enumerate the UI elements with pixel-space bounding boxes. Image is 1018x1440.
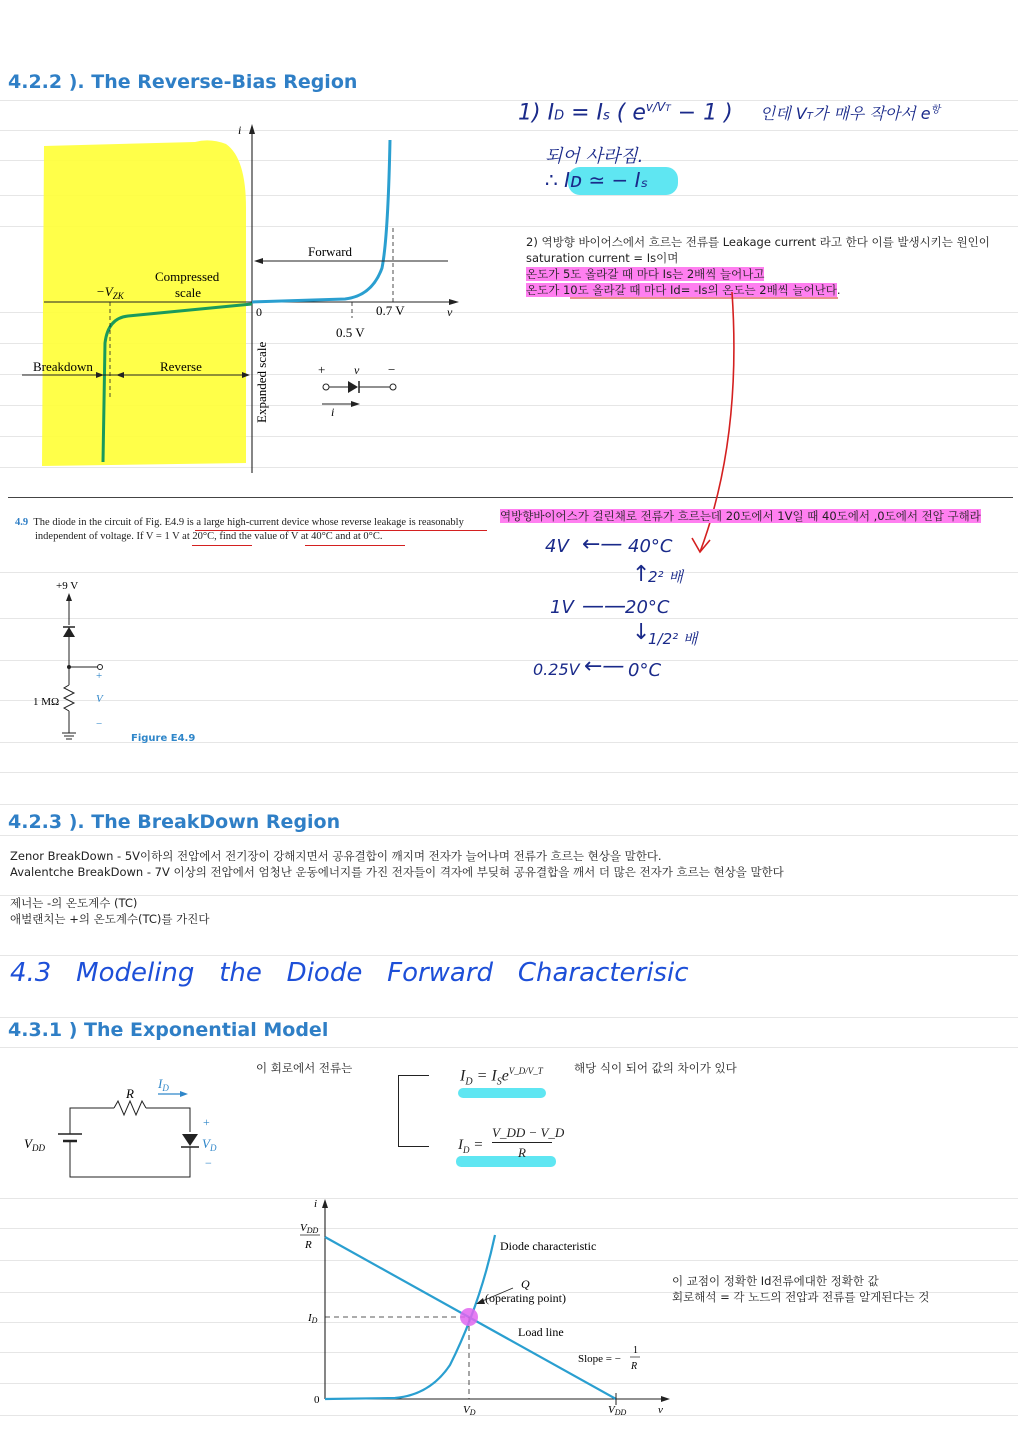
circuit-id: $I_D$ — [158, 1076, 169, 1093]
circuit-vdd: $V_{DD}$ — [24, 1136, 45, 1153]
exp-intro: 이 회로에서 전류는 — [256, 1061, 353, 1075]
hw-0c: 0°C — [628, 660, 662, 681]
problem-underline-1 — [195, 530, 487, 531]
v07-label: 0.7 V — [376, 303, 405, 318]
operating-point — [460, 1308, 478, 1326]
ll-vdd-den: R — [305, 1239, 312, 1251]
heading-reverse-bias: 4.2.2 ). The Reverse-Bias Region — [8, 71, 358, 93]
resistor-label: 1 MΩ — [33, 696, 60, 708]
diode-v: v — [354, 363, 360, 377]
hw-40c: 40°C — [628, 536, 673, 557]
exp-model-circuit — [18, 1070, 238, 1185]
v05-label: 0.5 V — [336, 325, 365, 340]
ll-q: Q — [521, 1277, 530, 1291]
forward-curve — [252, 140, 390, 302]
diode-minus: − — [388, 362, 396, 377]
forward-label: Forward — [308, 244, 353, 259]
scale-label: scale — [175, 285, 201, 300]
ll-vd: VD — [463, 1404, 476, 1417]
ll-vdd-num: VDD — [300, 1222, 319, 1235]
hw-mult-up: 2² 배 — [648, 568, 683, 586]
heading-modeling: 4.3 Modeling the Diode Forward Characterisic — [10, 958, 689, 988]
ll-axis-i: i — [314, 1198, 318, 1210]
axis-i-label: i — [238, 123, 242, 137]
zero-label: 0 — [256, 305, 262, 319]
hw-up-arrow: ↑ — [632, 562, 651, 587]
ll-diode-char: Diode characteristic — [500, 1239, 597, 1253]
equation-1: $I_D = I_Se^{V\_D/V\_T}$ — [460, 1066, 543, 1088]
question-note: 역방향바이어스가 걸린채로 전류가 흐르는데 20도에서 1V일 때 40도에서 ,0도에서 전압 구해라 — [500, 509, 981, 523]
handwritten-id-equation: 1) ID = Is ( $e^{v/VT} - 1$ ) 인데 VT가 매우 작아서 $e^항$ — [518, 100, 941, 126]
hw-arrow-3: ←— — [584, 654, 625, 679]
v-label: V — [96, 693, 103, 705]
axis-v-label: v — [447, 305, 453, 319]
heading-breakdown: 4.2.3 ). The BreakDown Region — [8, 811, 341, 833]
supply-label: +9 V — [56, 580, 79, 592]
hw-4v: 4V — [545, 536, 569, 557]
hw-20c: 20°C — [625, 597, 670, 618]
diode-i: i — [331, 405, 335, 419]
circuit-vd: $V_D$ — [202, 1136, 217, 1153]
circuit-minus: − — [205, 1156, 212, 1170]
problem-text: 4.9 The diode in the circuit of Fig. E4.9 is a large high-current device whose reverse leakage is reasonably independent of voltage. If V = 1 V at 20°C, find the value of V at 40°C and at 0°C. — [15, 517, 464, 542]
expanded-scale-label: Expanded scale — [254, 341, 269, 423]
leakage-line1: 2) 역방향 바이어스에서 흐르는 전류를 Leakage current 라고 한다 이를 발생시키는 원인이 — [526, 235, 990, 249]
ll-zero: 0 — [314, 1394, 320, 1406]
tc-avalanche: 애벌랜치는 +의 온도계수(TC)를 가진다 — [10, 912, 210, 926]
vzk-label: $-V_{ZK}$ — [96, 284, 124, 301]
handwritten-line2: 되어 사라짐. — [545, 146, 644, 167]
v-plus: + — [96, 670, 103, 682]
ll-axis-v: v — [658, 1404, 663, 1416]
leakage-line3: 온도가 5도 올라갈 때 마다 Is는 2배씩 늘어나고 — [526, 267, 765, 281]
figure-caption: Figure E4.9 — [131, 733, 196, 744]
section-divider — [8, 497, 1013, 498]
ll-vdd: VDD — [608, 1404, 627, 1417]
leakage-line2: saturation current = Is이며 — [526, 251, 679, 265]
circuit-r: R — [126, 1086, 134, 1101]
ll-load: Load line — [518, 1325, 564, 1339]
eq1-highlight — [458, 1088, 546, 1098]
zener-text: Zenor BreakDown - 5V이하의 전압에서 전기장이 강해지면서 공유결합이 깨지며 전자가 늘어나며 전류가 흐르는 현상을 말한다. — [10, 849, 662, 863]
diode-plus: + — [318, 362, 326, 377]
v-minus: − — [96, 718, 103, 730]
reverse-bias-figure — [0, 118, 480, 478]
tc-zener: 제너는 -의 온도계수 (TC) — [10, 896, 138, 910]
e49-circuit — [20, 575, 200, 755]
ll-slope: Slope = − — [578, 1353, 621, 1365]
yellow-highlight — [42, 140, 246, 466]
circuit-plus: + — [203, 1115, 210, 1129]
leakage-line4: 온도가 10도 올라갈 때 마다 Id= -Is의 온도는 2배씩 늘어난다. — [526, 283, 841, 297]
avalanche-text: Avalentche BreakDown - 7V 이상의 전압에서 엄청난 운동에너지를 가진 전자들이 격자에 부딪혀 공유결합을 깨서 더 많은 전자가 흐르는 현상을 말한다 — [10, 865, 784, 879]
hw-mult-down: 1/2² 배 — [648, 630, 698, 648]
intersection-note-1: 이 교점이 정확한 Id전류에대한 정확한 값 — [672, 1274, 879, 1288]
equation-bracket — [398, 1075, 429, 1147]
hw-025v: 0.25V — [533, 660, 580, 679]
compressed-label: Compressed — [155, 269, 220, 284]
load-line-figure — [290, 1195, 680, 1420]
ll-slope-den: R — [631, 1361, 638, 1372]
ll-slope-num: 1 — [633, 1345, 638, 1356]
eq-note: 해당 식이 되어 값의 차이가 있다 — [574, 1061, 737, 1075]
hw-down-arrow: ↓ — [632, 620, 651, 645]
ll-op: (operating point) — [485, 1291, 566, 1305]
intersection-note-2: 회로해석 = 각 노드의 전압과 전류를 알게된다는 것 — [672, 1290, 930, 1304]
handwritten-id-approx: ∴ Iᴅ ≃ − Iₛ — [545, 168, 649, 192]
hw-1v: 1V — [550, 597, 574, 618]
problem-underline-2 — [192, 545, 252, 546]
problem-underline-3 — [305, 545, 405, 546]
heading-exponential: 4.3.1 ) The Exponential Model — [8, 1019, 329, 1041]
hw-line-mid: —— — [582, 594, 626, 619]
reverse-label: Reverse — [160, 359, 202, 374]
ll-id: ID — [308, 1312, 318, 1325]
hw-arrow-1: ←— — [582, 532, 623, 557]
breakdown-label: Breakdown — [33, 359, 93, 374]
